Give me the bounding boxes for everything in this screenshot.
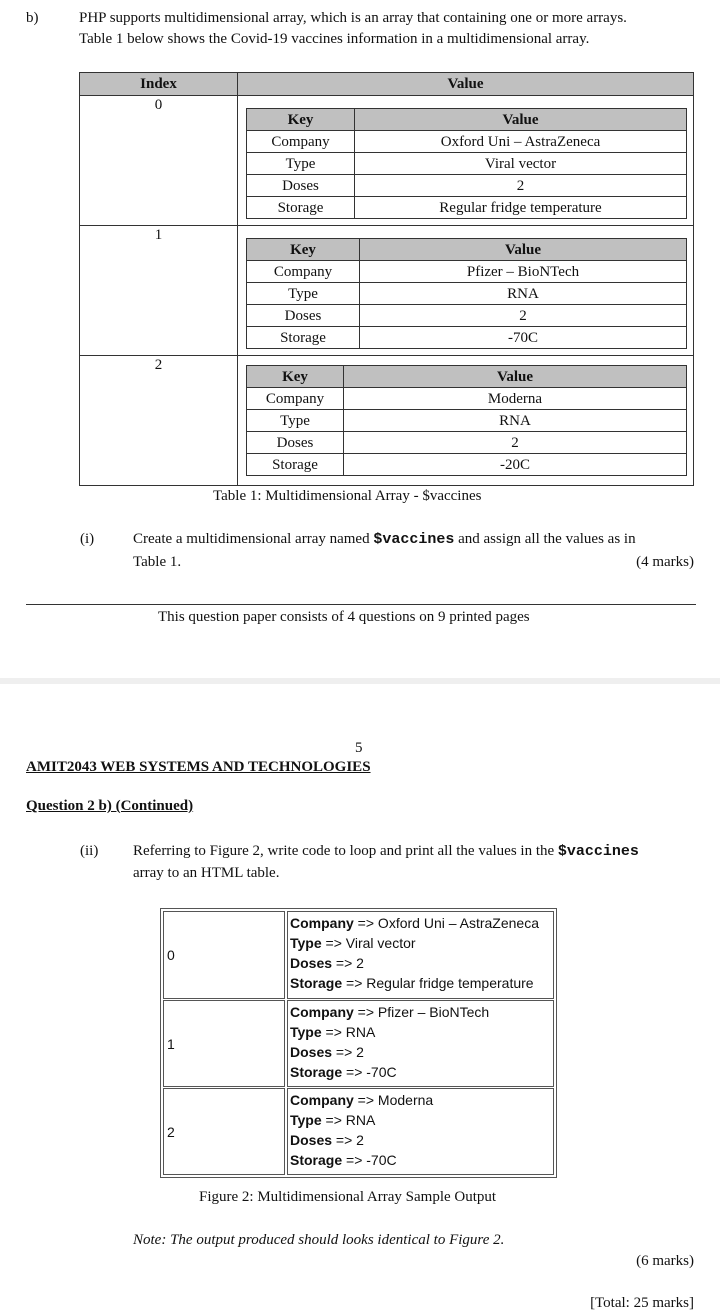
note: Note: The output produced should looks identical to Figure 2. <box>133 1232 505 1248</box>
part-i-code: $vaccines <box>373 531 455 548</box>
row-index-2: 2 <box>154 357 163 373</box>
figure-line <box>290 1150 551 1170</box>
cell-value: RNA <box>344 410 687 432</box>
figure-line <box>290 1042 551 1062</box>
inner-header-key: Key <box>247 366 344 388</box>
table-row <box>247 454 687 476</box>
cell-value: Oxford Uni – AstraZeneca <box>355 131 687 153</box>
page-number: 5 <box>355 740 363 756</box>
row-separator <box>80 355 693 356</box>
part-i-text <box>133 529 636 550</box>
cell-value: -20C <box>344 454 687 476</box>
pages-note: This question paper consists of 4 questions on 9 printed pages <box>158 609 530 625</box>
part-ii-code: $vaccines <box>557 843 639 860</box>
intro-line-1: PHP supports multidimensional array, which is an array that containing one or more arrays. <box>79 10 627 26</box>
figure-line <box>290 913 551 933</box>
inner-header-key: Key <box>247 109 355 131</box>
table-row <box>247 432 687 454</box>
cell-key: Type <box>247 283 360 305</box>
course-title: AMIT2043 WEB SYSTEMS AND TECHNOLOGIES <box>26 759 371 775</box>
table-row <box>247 283 687 305</box>
cell-key: Type <box>247 153 355 175</box>
figure-value: => Pfizer – BioNTech <box>353 1004 490 1020</box>
part-i-line2: Table 1. <box>133 554 182 570</box>
figure-key: Storage <box>290 1152 343 1168</box>
inner-header-value: Value <box>344 366 687 388</box>
figure-key: Company <box>290 1004 354 1020</box>
figure-value: => RNA <box>321 1112 376 1128</box>
figure-index: 2 <box>167 1123 175 1140</box>
question-heading: Question 2 b) (Continued) <box>26 798 194 814</box>
part-ii-marks: (6 marks) <box>636 1253 694 1269</box>
part-ii-text-before: Referring to Figure 2, write code to loop and print all the values in the <box>133 843 558 859</box>
header-value: Value <box>447 76 484 92</box>
table-row <box>247 410 687 432</box>
inner-header-key: Key <box>247 239 360 261</box>
cell-value: 2 <box>360 305 687 327</box>
part-ii-label: (ii) <box>80 843 99 859</box>
figure-value: => -70C <box>342 1064 397 1080</box>
cell-key: Company <box>247 261 360 283</box>
question-label: b) <box>26 10 39 26</box>
figure-key: Type <box>290 1024 322 1040</box>
cell-value: Regular fridge temperature <box>355 197 687 219</box>
cell-key: Type <box>247 410 344 432</box>
figure-index: 1 <box>167 1035 175 1052</box>
cell-value: Moderna <box>344 388 687 410</box>
cell-value: -70C <box>360 327 687 349</box>
figure-value: => 2 <box>332 1044 364 1060</box>
table-row <box>163 1000 554 1087</box>
inner-header-value: Value <box>355 109 687 131</box>
part-i-text-after: and assign all the values as in <box>454 531 636 547</box>
table-row <box>247 388 687 410</box>
cell-value: Viral vector <box>355 153 687 175</box>
figure-key: Doses <box>290 1044 333 1060</box>
table-row <box>247 197 687 219</box>
figure-key: Company <box>290 915 354 931</box>
table-row <box>247 305 687 327</box>
footer-divider <box>26 604 696 605</box>
table-row <box>163 1088 554 1175</box>
table-row <box>247 153 687 175</box>
figure-key: Doses <box>290 1132 333 1148</box>
figure-line <box>290 1090 551 1110</box>
table-1-header <box>80 73 693 96</box>
page-separator <box>0 678 720 684</box>
part-ii-line2: array to an HTML table. <box>133 865 280 881</box>
figure-value: => RNA <box>321 1024 376 1040</box>
cell-key: Doses <box>247 305 360 327</box>
table-row <box>247 175 687 197</box>
part-i-text-before: Create a multidimensional array named <box>133 531 374 547</box>
cell-key: Doses <box>247 175 355 197</box>
figure-line <box>290 1110 551 1130</box>
inner-table-1 <box>246 238 687 349</box>
figure-key: Storage <box>290 975 343 991</box>
figure-key: Storage <box>290 1064 343 1080</box>
table-1 <box>79 72 694 486</box>
cell-value: 2 <box>344 432 687 454</box>
figure-key: Company <box>290 1092 354 1108</box>
figure-line <box>290 1002 551 1022</box>
figure-value: => 2 <box>332 1132 364 1148</box>
figure-2-caption: Figure 2: Multidimensional Array Sample Output <box>199 1189 497 1205</box>
figure-value: => 2 <box>332 955 364 971</box>
inner-table-2 <box>246 365 687 476</box>
cell-value: Pfizer – BioNTech <box>360 261 687 283</box>
part-i-marks: (4 marks) <box>636 554 694 570</box>
figure-value: => Moderna <box>353 1092 434 1108</box>
figure-index: 0 <box>167 947 175 963</box>
inner-header-value: Value <box>360 239 687 261</box>
part-i-label: (i) <box>80 531 95 547</box>
table-row <box>163 911 554 999</box>
figure-value-cell <box>287 1088 554 1175</box>
figure-line <box>290 1022 551 1042</box>
figure-line <box>290 973 551 993</box>
figure-index-cell <box>163 911 285 999</box>
cell-key: Company <box>247 388 344 410</box>
table-row <box>247 261 687 283</box>
figure-value: => -70C <box>342 1152 397 1168</box>
cell-key: Company <box>247 131 355 153</box>
figure-line <box>290 953 551 973</box>
figure-key: Type <box>290 935 322 951</box>
cell-value: 2 <box>355 175 687 197</box>
intro-line-2: Table 1 below shows the Covid-19 vaccines information in a multidimensional array. <box>79 31 590 47</box>
figure-line <box>290 1130 551 1150</box>
table-row <box>247 327 687 349</box>
part-ii-text <box>133 841 639 862</box>
total-marks: [Total: 25 marks] <box>590 1295 694 1311</box>
figure-line <box>290 1062 551 1082</box>
inner-table-0 <box>246 108 687 219</box>
column-divider <box>237 73 238 485</box>
header-index: Index <box>140 76 177 92</box>
figure-key: Type <box>290 1112 322 1128</box>
figure-index-cell <box>163 1088 285 1175</box>
cell-key: Storage <box>247 327 360 349</box>
table-1-caption: Table 1: Multidimensional Array - $vaccines <box>213 488 482 504</box>
row-index-0: 0 <box>154 97 163 113</box>
table-row <box>247 131 687 153</box>
figure-value: => Regular fridge temperature <box>342 975 534 991</box>
row-separator <box>80 225 693 226</box>
figure-index-cell <box>163 1000 285 1087</box>
row-index-1: 1 <box>154 227 163 243</box>
cell-value: RNA <box>360 283 687 305</box>
figure-value-cell <box>287 1000 554 1087</box>
figure-value: => Oxford Uni – AstraZeneca <box>353 915 540 931</box>
figure-value-cell <box>287 911 554 999</box>
cell-key: Storage <box>247 197 355 219</box>
figure-key: Doses <box>290 955 333 971</box>
figure-line <box>290 933 551 953</box>
cell-key: Doses <box>247 432 344 454</box>
cell-key: Storage <box>247 454 344 476</box>
figure-value: => Viral vector <box>321 935 416 951</box>
figure-2 <box>160 908 557 1178</box>
intro-paragraph <box>79 8 699 50</box>
